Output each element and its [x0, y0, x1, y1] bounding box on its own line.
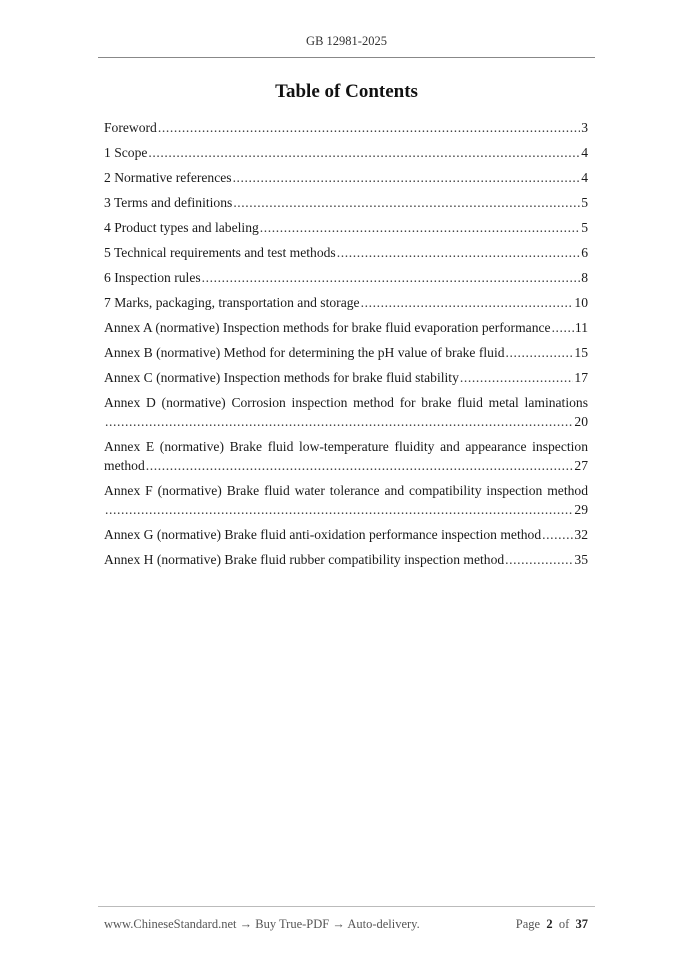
toc-entry-marks-packaging[interactable] [104, 293, 588, 312]
toc-entry-page: 17 [574, 370, 588, 385]
toc-entry-terms-definitions[interactable] [104, 193, 588, 212]
current-page: 2 [546, 917, 553, 931]
toc-entry-scope[interactable] [104, 143, 588, 162]
toc-entry-annex-e[interactable] [104, 437, 588, 475]
toc-entry-page: 32 [574, 527, 588, 542]
buy-pdf-text: Buy True-PDF [255, 917, 330, 931]
header-divider [98, 57, 595, 58]
toc-entry-page: 3 [581, 120, 588, 135]
toc-entry-label: Annex E (normative) Brake fluid low-temperature fluidity and appearance inspection [104, 439, 588, 454]
toc-entry-annex-b[interactable] [104, 343, 588, 362]
toc-entry-page: 4 [581, 170, 588, 185]
toc-entry-annex-g[interactable] [104, 525, 588, 544]
dot-leader [361, 293, 574, 312]
toc-entry-page: 8 [581, 270, 588, 285]
toc-entry-page: 27 [574, 458, 588, 473]
toc-entry-label: Annex H (normative) Brake fluid rubber compatibility inspection method [104, 552, 505, 567]
toc-entry-annex-a[interactable] [104, 318, 588, 337]
total-pages: 37 [575, 917, 588, 931]
toc-entry-label-continued: method [104, 458, 145, 473]
auto-delivery-text: Auto-delivery. [347, 917, 420, 931]
arrow-icon: → [332, 917, 345, 931]
toc-entry-inspection-rules[interactable] [104, 268, 588, 287]
toc-entry-label: Annex F (normative) Brake fluid water tolerance and compatibility inspection method [104, 483, 588, 498]
toc-entry-label: Annex D (normative) Corrosion inspection method for brake fluid metal laminations [104, 395, 588, 410]
toc-entry-page: 29 [574, 502, 588, 517]
toc-entry-label: Foreword [104, 120, 157, 135]
toc-entry-page: 11 [574, 320, 588, 335]
page-footer [104, 917, 588, 932]
toc-entry-annex-c[interactable] [104, 368, 588, 387]
toc-entry-page: 20 [574, 414, 588, 429]
dot-leader [506, 343, 574, 362]
dot-leader [542, 525, 573, 544]
toc-entry-label: 6 Inspection rules [104, 270, 201, 285]
toc-entry-label: 4 Product types and labeling [104, 220, 259, 235]
toc-entry-label: Annex A (normative) Inspection methods for brake fluid evaporation performance [104, 320, 551, 335]
dot-leader [460, 368, 574, 387]
page-number [516, 917, 588, 932]
toc-entry-annex-d[interactable] [104, 393, 588, 431]
dot-leader [505, 550, 573, 569]
toc-entry-page: 5 [581, 220, 588, 235]
dot-leader [260, 218, 580, 237]
toc-entry-page: 35 [574, 552, 588, 567]
dot-leader [233, 193, 580, 212]
toc-entry-page: 15 [574, 345, 588, 360]
page-title: Table of Contents [275, 81, 418, 102]
toc-entry-annex-f[interactable] [104, 481, 588, 519]
dot-leader [337, 243, 580, 262]
site-link[interactable]: www.ChineseStandard.net [104, 917, 237, 931]
toc-entry-annex-h[interactable] [104, 550, 588, 569]
running-header: GB 12981-2025 [306, 34, 387, 48]
dot-leader [552, 318, 574, 337]
table-of-contents [104, 118, 588, 575]
page-word: Page [515, 917, 541, 931]
toc-entry-technical-requirements[interactable] [104, 243, 588, 262]
toc-entry-label: Annex G (normative) Brake fluid anti-oxidation performance inspection method [104, 527, 542, 542]
toc-entry-label: 2 Normative references [104, 170, 232, 185]
of-word: of [558, 917, 570, 931]
footer-promo [104, 917, 420, 932]
dot-leader [233, 168, 581, 187]
toc-entry-page: 5 [581, 195, 588, 210]
dot-leader [202, 268, 581, 287]
toc-entry-label: 1 Scope [104, 145, 148, 160]
toc-entry-label: 7 Marks, packaging, transportation and storage [104, 295, 360, 310]
arrow-icon: → [239, 917, 253, 931]
dot-leader [148, 143, 580, 162]
toc-entry-foreword[interactable] [104, 118, 588, 137]
dot-leader [105, 412, 573, 431]
footer-divider [98, 906, 595, 907]
toc-entry-page: 10 [574, 295, 588, 310]
toc-entry-page: 6 [581, 245, 588, 260]
toc-entry-label: 5 Technical requirements and test methods [104, 245, 336, 260]
toc-entry-normative-references[interactable] [104, 168, 588, 187]
dot-leader [158, 118, 580, 137]
dot-leader [146, 456, 574, 475]
toc-entry-label: Annex B (normative) Method for determining the pH value of brake fluid [104, 345, 505, 360]
toc-entry-label: 3 Terms and definitions [104, 195, 233, 210]
toc-entry-label: Annex C (normative) Inspection methods for brake fluid stability [104, 370, 459, 385]
toc-entry-page: 4 [581, 145, 588, 160]
toc-entry-product-types[interactable] [104, 218, 588, 237]
dot-leader [105, 500, 573, 519]
